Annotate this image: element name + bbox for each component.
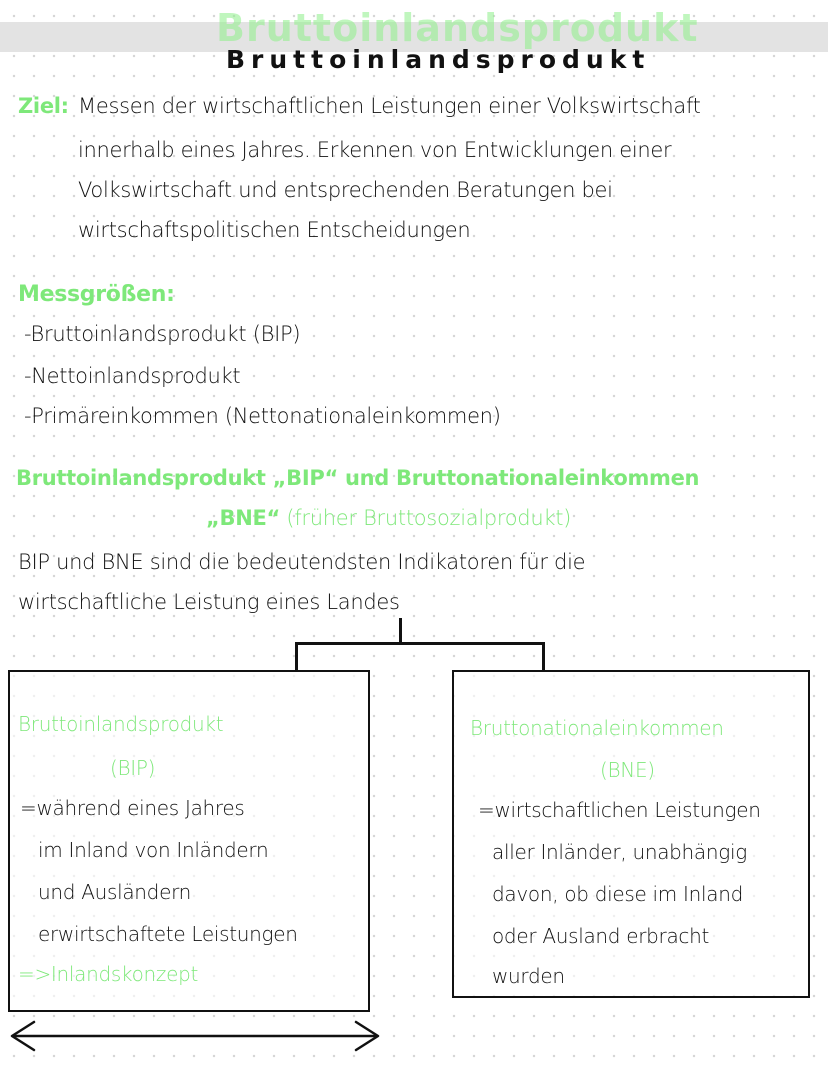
list-item-bip: -Bruttoinlandsprodukt (BIP) <box>24 322 301 346</box>
bip-line-4: erwirtschaftete Leistungen <box>38 922 298 946</box>
page-title: Bruttoinlandsprodukt <box>226 44 651 74</box>
messgroessen-heading: Messgrößen: <box>18 282 175 307</box>
bne-line-3: davon, ob diese im Inland <box>492 882 743 906</box>
connector-left-drop <box>295 642 298 671</box>
list-item-primaereinkommen: -Primäreinkommen (Nettonationaleinkommen) <box>24 404 501 428</box>
ziel-line-4: wirtschaftspolitischen Entscheidungen <box>78 218 471 242</box>
bip-box <box>8 670 370 1012</box>
connector-bar <box>295 642 545 645</box>
ziel-label: Ziel: <box>18 94 69 118</box>
ziel-line-2: innerhalb eines Jahres. Erkennen von Entwicklungen einer <box>78 138 672 162</box>
bne-box <box>452 670 810 998</box>
bne-box-abbr: (BNE) <box>600 758 655 782</box>
bip-line-2: im Inland von Inländern <box>38 838 269 862</box>
connector-right-drop <box>542 642 545 671</box>
bip-bne-subheading <box>206 506 571 530</box>
connector-stem <box>399 618 402 644</box>
bne-line-5: wurden <box>492 964 565 988</box>
intro-line-1: BIP und BNE sind die bedeutendsten Indikatoren für die <box>18 550 586 574</box>
bne-line-4: oder Ausland erbracht <box>492 924 710 948</box>
bne-line-2: aller Inländer, unabhängig <box>492 840 747 864</box>
bne-line-1: =wirtschaftlichen Leistungen <box>478 798 761 822</box>
list-item-nip: -Nettoinlandsprodukt <box>24 364 241 388</box>
inlandskonzept: =>Inlandskonzept <box>18 962 199 986</box>
bne-box-title: Bruttonationaleinkommen <box>470 716 724 740</box>
bip-bne-heading: Bruttoinlandsprodukt „BIP“ und Bruttonationaleinkommen <box>16 466 700 490</box>
frueher-note: (früher Bruttosozialprodukt) <box>286 506 572 530</box>
bip-line-1: =während eines Jahres <box>20 796 245 820</box>
intro-line-2: wirtschaftliche Leistung eines Landes <box>18 590 400 614</box>
bip-box-abbr: (BIP) <box>110 756 156 780</box>
ziel-line-1: Messen der wirtschaftlichen Leistungen einer Volkswirtschaft <box>78 94 701 118</box>
bne-abbr: „BNE“ <box>206 506 281 530</box>
ziel-line-3: Volkswirtschaft und entsprechenden Beratungen bei <box>78 178 613 202</box>
double-arrow-icon <box>6 1016 386 1056</box>
bip-line-3: und Ausländern <box>38 880 192 904</box>
title-highlight: Bruttoinlandsprodukt <box>216 6 699 50</box>
bip-box-title: Bruttoinlandsprodukt <box>18 712 224 736</box>
